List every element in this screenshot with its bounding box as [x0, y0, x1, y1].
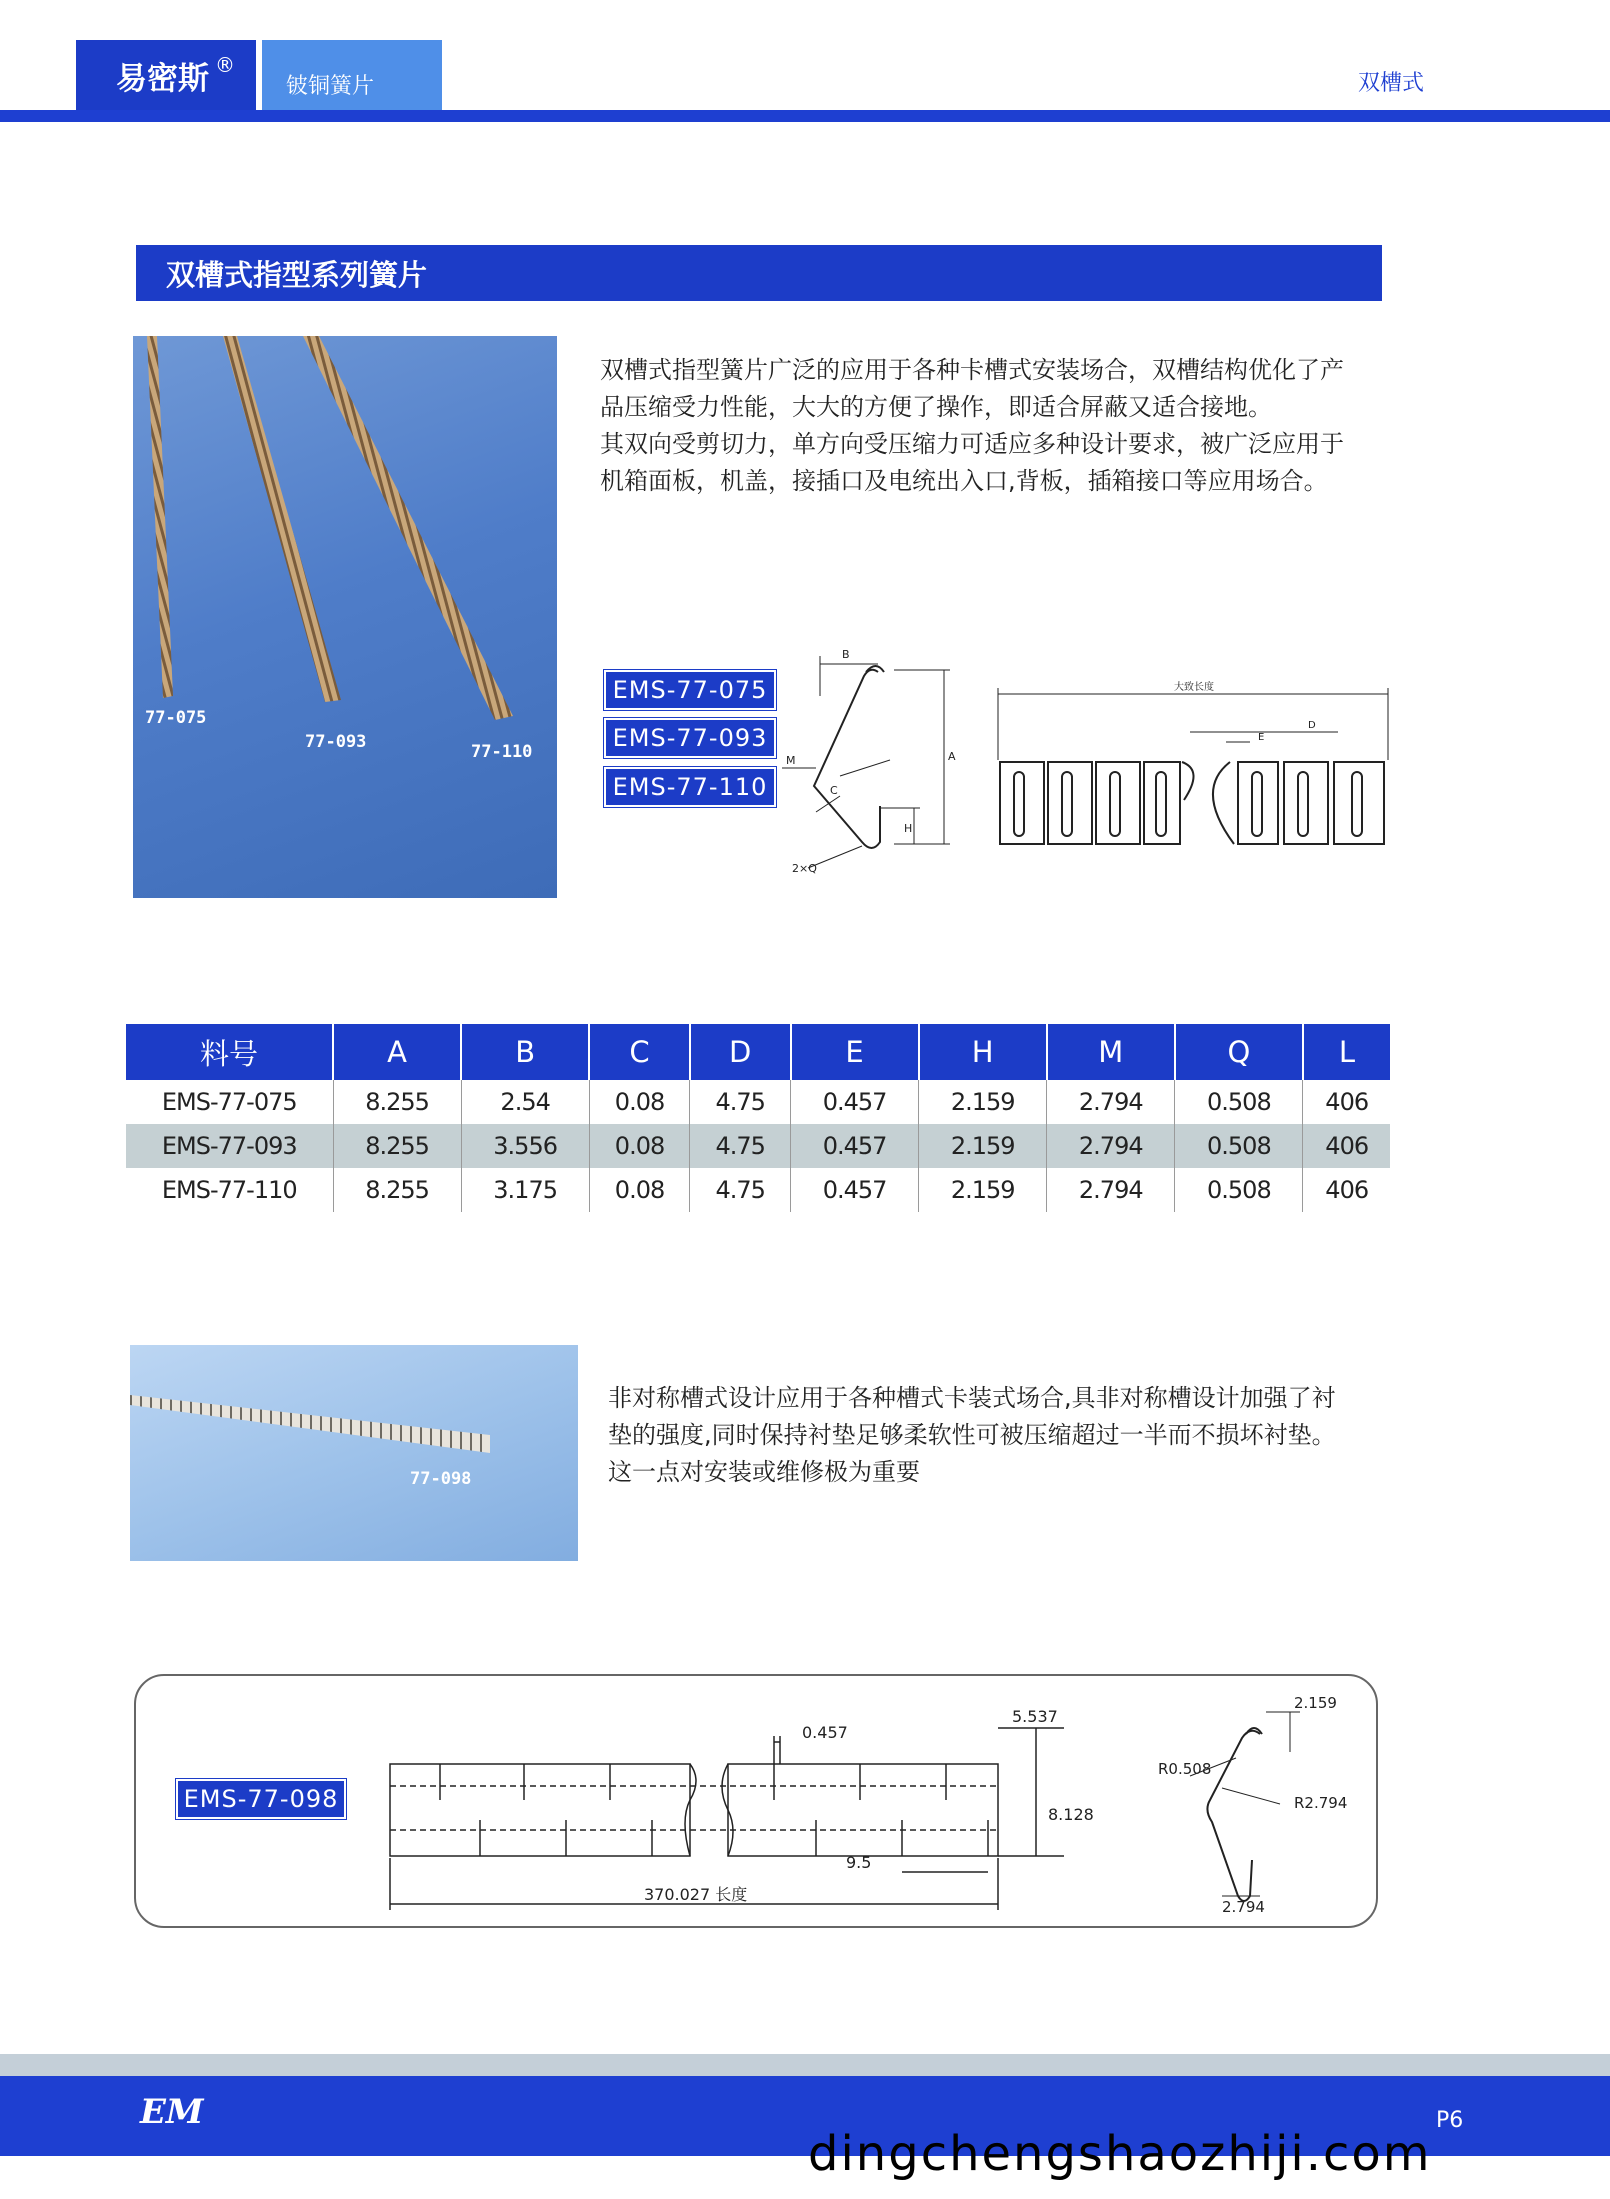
- footer-logo: EM: [140, 2092, 204, 2132]
- table-cell: 0.08: [589, 1080, 690, 1124]
- table-cell: 3.556: [461, 1124, 589, 1168]
- col-header-e: E: [791, 1024, 919, 1080]
- table-row: [126, 1080, 1390, 1124]
- page-number: P6: [1436, 2108, 1464, 2133]
- dim-label-e: E: [1258, 732, 1265, 743]
- category-tab: [262, 40, 442, 110]
- product-photo-77-098: [130, 1345, 578, 1561]
- gasket-strip-093: [223, 336, 341, 702]
- description-line: 机箱面板，机盖，接插口及电统出入口,背板，插箱接口等应用场合。: [600, 467, 1328, 495]
- table-cell: 2.159: [919, 1168, 1047, 1212]
- description-line: 其双向受剪切力，单方向受压缩力可适应多种设计要求，被广泛应用于: [600, 430, 1344, 458]
- col-header-h: H: [919, 1024, 1047, 1080]
- photo-label-098: 77-098: [410, 1469, 472, 1489]
- description-line: 双槽式指型簧片广泛的应用于各种卡槽式安装场合，双槽结构优化了产: [600, 356, 1344, 384]
- table-cell: 2.54: [461, 1080, 589, 1124]
- header-bar: [0, 110, 1610, 122]
- table-cell: 0.508: [1175, 1080, 1303, 1124]
- table-cell: 0.08: [589, 1168, 690, 1212]
- profile-098-drawing: [1150, 1682, 1366, 1918]
- profile-098-outline: [1207, 1731, 1260, 1901]
- table-cell: 406: [1303, 1124, 1390, 1168]
- product-photo-gaskets: [133, 336, 557, 898]
- table-cell: 8.255: [333, 1168, 461, 1212]
- spec-table: [126, 1024, 1390, 1212]
- dim-slot-width: 0.457: [802, 1723, 848, 1742]
- model-tag-098: EMS-77-098: [176, 1779, 346, 1819]
- dim-top-height: 5.537: [1012, 1707, 1058, 1726]
- gasket-strips-illustration: [133, 336, 557, 898]
- profile-cross-section-drawing: [780, 636, 970, 886]
- table-cell: 0.457: [791, 1168, 919, 1212]
- brand-logo: [76, 40, 256, 110]
- dim-pitch: 9.5: [846, 1853, 872, 1872]
- dim-label-a: A: [948, 750, 956, 763]
- col-header-l: L: [1303, 1024, 1390, 1080]
- section-title-text: 双槽式指型系列簧片: [166, 257, 428, 292]
- dim-label-q: 2×Q: [792, 862, 817, 875]
- table-cell: 2.159: [919, 1124, 1047, 1168]
- table-cell: 0.08: [589, 1124, 690, 1168]
- dim-overall-height: 8.128: [1048, 1805, 1094, 1824]
- table-cell: 8.255: [333, 1124, 461, 1168]
- col-header-part: 料号: [126, 1024, 333, 1080]
- table-cell: 2.794: [1047, 1124, 1175, 1168]
- brand-name: 易密斯: [116, 60, 209, 97]
- section2-description: [608, 1380, 1336, 1491]
- col-header-a: A: [333, 1024, 461, 1080]
- model-tag-110: EMS-77-110: [604, 767, 776, 807]
- dim-label-c: C: [830, 784, 838, 797]
- model-tag-093: EMS-77-093: [604, 718, 776, 758]
- profile-outline: [814, 670, 880, 848]
- dim-tip: 2.159: [1294, 1694, 1337, 1712]
- table-cell: 406: [1325, 1176, 1369, 1204]
- table-cell: 2.159: [919, 1080, 1047, 1124]
- col-header-b: B: [461, 1024, 589, 1080]
- photo-label-075: 77-075: [145, 708, 207, 728]
- table-cell: 4.75: [690, 1124, 791, 1168]
- col-header-c: C: [589, 1024, 690, 1080]
- gasket-strip-098: [130, 1395, 490, 1453]
- dim-label-m: M: [786, 754, 796, 767]
- dim-label-d: D: [1308, 720, 1316, 731]
- description-line: 这一点对安装或维修极为重要: [608, 1458, 920, 1486]
- table-cell: 4.75: [690, 1168, 791, 1212]
- dim-r1: R0.508: [1158, 1760, 1212, 1778]
- category-label: 铍铜簧片: [286, 73, 375, 99]
- website-watermark: dingchengshaozhiji.com: [808, 2126, 1432, 2182]
- table-row: [126, 1168, 1390, 1212]
- col-header-m: M: [1047, 1024, 1175, 1080]
- series-label: 双槽式: [1358, 71, 1425, 96]
- table-cell: 8.255: [333, 1080, 461, 1124]
- dim-base: 2.794: [1222, 1898, 1265, 1916]
- registered-mark: ®: [215, 53, 235, 77]
- dim-label-length: 大致长度: [1174, 682, 1214, 693]
- photo-label-110: 77-110: [471, 742, 533, 762]
- table-cell: 0.457: [791, 1080, 919, 1124]
- dim-label-b: B: [842, 648, 850, 661]
- footer-stripe: [0, 2054, 1610, 2076]
- description-line: 品压缩受力性能，大大的方便了操作，即适合屏蔽又适合接地。: [600, 393, 1272, 421]
- table-row: [126, 1124, 1390, 1168]
- gasket-strip-075: [147, 336, 173, 698]
- dim-r2: R2.794: [1294, 1794, 1348, 1812]
- section1-description: [600, 352, 1344, 500]
- dim-label-h: H: [904, 822, 913, 835]
- section-title: [136, 245, 1382, 301]
- slot-markers-098: [440, 1764, 988, 1856]
- dim-length: 370.027 长度: [644, 1885, 748, 1904]
- flat-pattern-098-drawing: [384, 1690, 1094, 1916]
- table-cell: 2.794: [1047, 1168, 1175, 1212]
- description-line: 垫的强度,同时保持衬垫足够柔软性可被压缩超过一半而不损坏衬垫。: [608, 1421, 1336, 1449]
- table-cell: 4.75: [690, 1080, 791, 1124]
- flat-pattern-drawing: [994, 680, 1394, 850]
- table-cell: 406: [1325, 1088, 1369, 1116]
- table-header-row: [126, 1024, 1390, 1080]
- table-cell: 0.457: [791, 1124, 919, 1168]
- photo-label-093: 77-093: [305, 732, 367, 752]
- description-line: 非对称槽式设计应用于各种槽式卡装式场合,具非对称槽设计加强了衬: [608, 1384, 1336, 1412]
- table-cell: 2.794: [1047, 1080, 1175, 1124]
- model-tag-075: EMS-77-075: [604, 670, 776, 710]
- table-cell: 3.175: [461, 1168, 589, 1212]
- table-cell: EMS-77-093: [126, 1124, 333, 1168]
- gasket-strip-098-illustration: [130, 1345, 578, 1561]
- col-header-q: Q: [1175, 1024, 1303, 1080]
- table-cell: 0.508: [1175, 1168, 1303, 1212]
- table-cell: EMS-77-075: [126, 1080, 333, 1124]
- gasket-strip-110: [303, 336, 513, 720]
- table-cell: 0.508: [1175, 1124, 1303, 1168]
- slot-segments: [1000, 762, 1384, 844]
- table-cell: EMS-77-110: [126, 1168, 333, 1212]
- col-header-d: D: [690, 1024, 791, 1080]
